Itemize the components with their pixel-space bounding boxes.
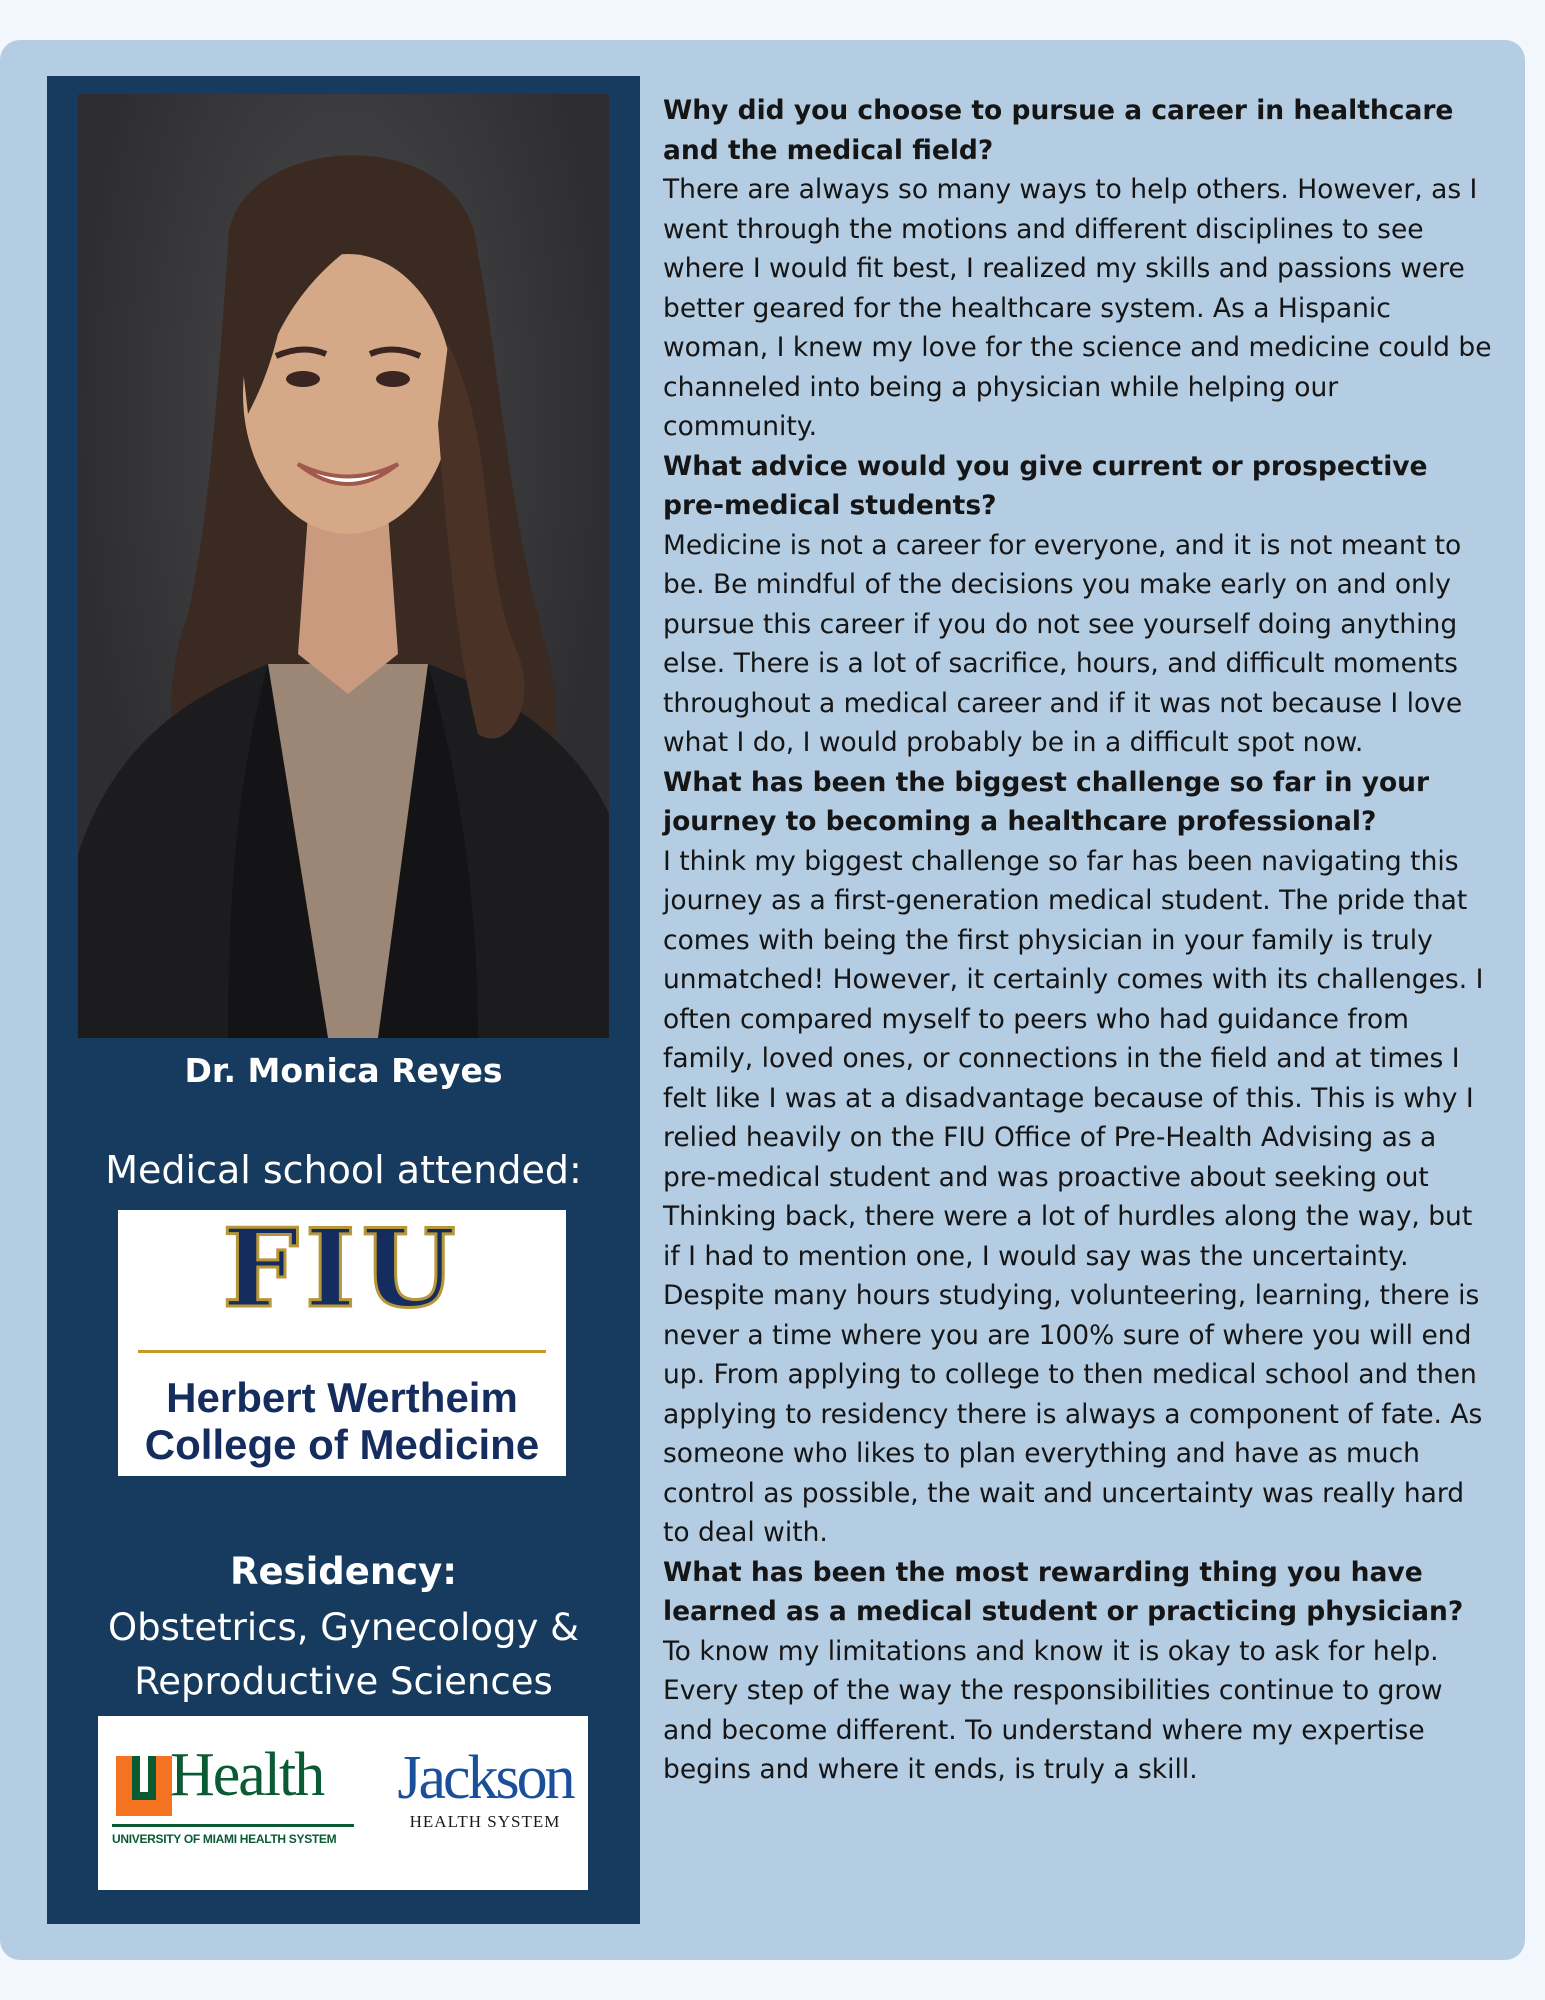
residency-hospital-logos [98, 1716, 588, 1890]
jackson-subtitle: HEALTH SYSTEM [409, 1812, 561, 1831]
portrait-photo [78, 94, 609, 1038]
medical-school-heading: Medical school attended: [105, 1148, 582, 1192]
fiu-logo-divider [138, 1350, 546, 1353]
residency-program-line-1: Obstetrics, Gynecology & [108, 1606, 579, 1649]
jackson-wordmark: Jackson [397, 1744, 573, 1812]
portrait-illustration [78, 94, 609, 1038]
answer-1: There are always so many ways to help others. However, as I went through the motions and different disciplines to see where I would fit best, I realized my skills and passions were better geared for the healthcare system. As a Hispanic woman, I knew my love for the science and medicine could be channeled into being a physician while helping our community. [663, 174, 1492, 442]
answer-2: Medicine is not a career for everyone, and it is not meant to be. Be mindful of the decisions you make early on and only pursue this career if you do not see yourself doing anything else. There is a lot of sacrifice, hours, and difficult moments throughout a medical career and if it was not because I love what I do, I would probably be in a difficult spot now. [663, 529, 1463, 758]
uhealth-subtitle: UNIVERSITY OF MIAMI HEALTH SYSTEM [112, 1832, 337, 1846]
question-2: What advice would you give current or prospective pre-medical students? [663, 450, 1428, 521]
fiu-logo-mark: FIU [222, 1206, 462, 1332]
question-1: Why did you choose to pursue a career in healthcare and the medical field? [663, 95, 1454, 166]
jackson-logo [390, 1746, 580, 1846]
uhealth-logo [112, 1741, 362, 1854]
fiu-logo-line-2: College of Medicine [144, 1421, 540, 1468]
qa-section [663, 91, 1493, 1790]
uhealth-divider [112, 1824, 354, 1827]
question-3: What has been the biggest challenge so far in your journey to becoming a healthcare professional? [663, 766, 1430, 837]
u-logo-icon [112, 1750, 176, 1820]
answer-3: I think my biggest challenge so far has been navigating this journey as a first-generation medical student. The pride that comes with being the first physician in your family is truly unmatched! However, it certainly comes with its challenges. I often compared myself to peers who had guidance from family, loved ones, or connections in the field and at times I felt like I was at a disadvantage because of this. This is why I relied heavily on the FIU Office of Pre-Health Advising as a pre-medical student and was proactive about seeking out Thinking back, there were a lot of hurdles along the way, but if I had to mention one, I would say was the uncertainty. Despite many hours studying, volunteering, learning, there is never a time where you are 100% sure of where you will end up. From applying to college to then medical school and then applying to residency there is always a component of fate. As someone who likes to plan everything and have as much control as possible, the wait and uncertainty was really hard to deal with. [663, 845, 1484, 1548]
fiu-logo-line-1: Herbert Wertheim [166, 1374, 518, 1421]
question-4: What has been the most rewarding thing you have learned as a medical student or practicing physician? [663, 1556, 1464, 1627]
answer-4: To know my limitations and know it is okay to ask for help. Every step of the way the responsibilities continue to grow and become different. To understand where my expertise begins and where it ends, is truly a skill. [663, 1635, 1443, 1785]
profile-sidebar [47, 76, 640, 1924]
residency-heading: Residency: [229, 1550, 458, 1593]
residency-program-line-2: Reproductive Sciences [134, 1660, 553, 1703]
fiu-college-logo [118, 1206, 566, 1476]
doctor-name: Dr. Monica Reyes [184, 1051, 503, 1090]
uhealth-wordmark: Health [170, 1741, 324, 1809]
